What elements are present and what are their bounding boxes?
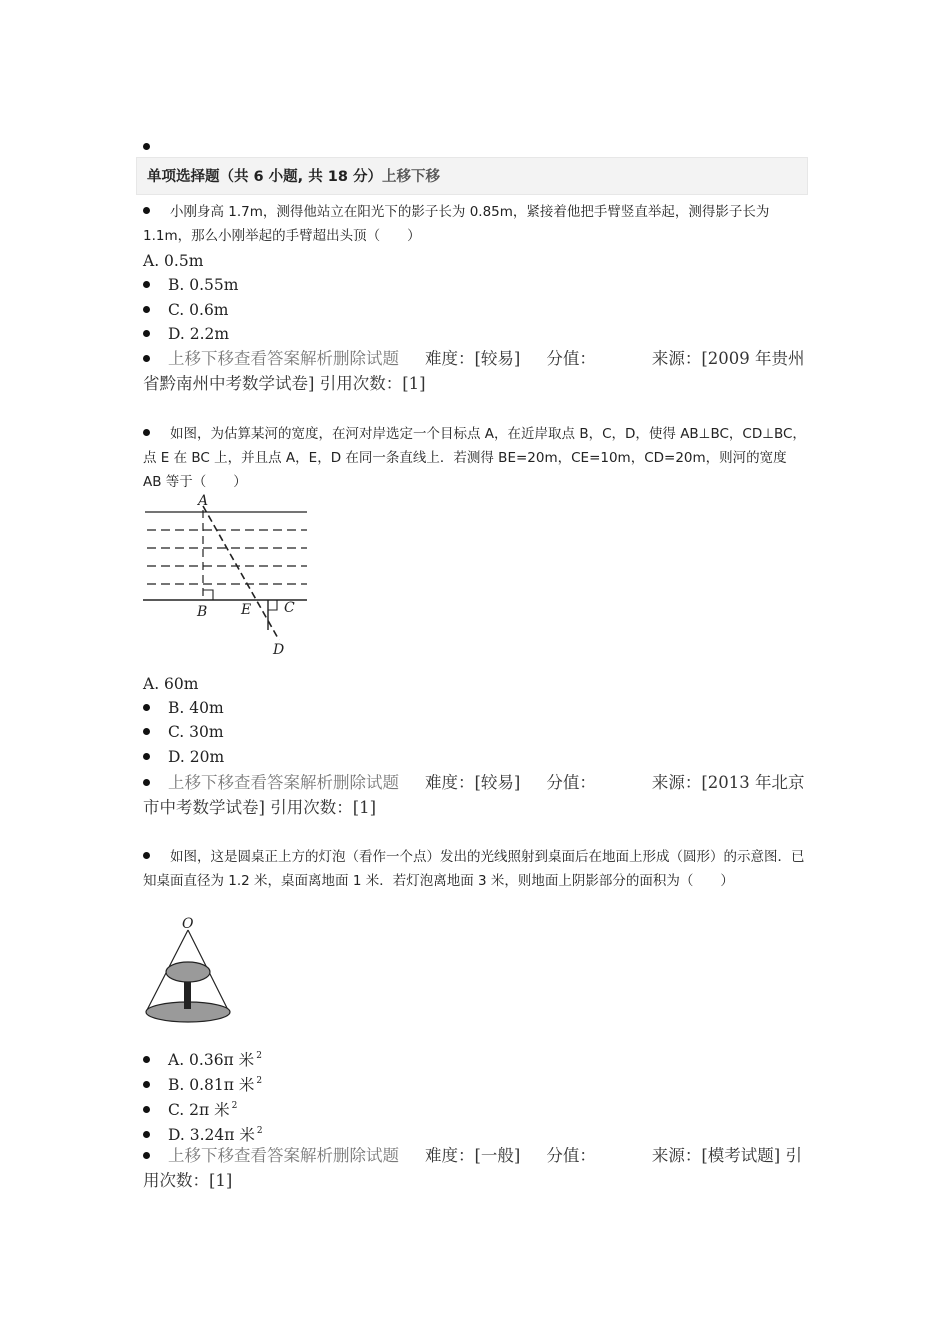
question-1-stem: 小刚身高 1.7m，测得他站立在阳光下的影子长为 0.85m，紧接着他把手臂竖直举起，测得影子长为 1.1m，那么小刚举起的手臂超出头顶（ ） [143, 204, 770, 244]
section-move-link[interactable]: 上移下移 [382, 169, 441, 185]
question-2-meta: 上移下移查看答案解析删除试题 难度：[较易] 分值： 来源：[2013 年北京市中考数学试卷] 引用次数：[1] [143, 773, 805, 817]
question-actions[interactable]: 上移下移查看答案解析删除试题 [168, 773, 399, 792]
question-3-option-b[interactable]: B. 0.81π 米 $^2$ [143, 1069, 262, 1097]
figure-label: A [198, 494, 209, 509]
figure-label: B [197, 604, 208, 620]
question-3-option-a[interactable]: A. 0.36π 米 $^2$ [143, 1044, 262, 1072]
question-actions[interactable]: 上移下移查看答案解析删除试题 [168, 1146, 399, 1165]
figure-label: E [241, 602, 252, 618]
question-2-option-b[interactable]: B. 40m [143, 696, 224, 720]
question-1-option-b[interactable]: B. 0.55m [143, 273, 238, 297]
figure-label: O [182, 916, 194, 932]
question-3-option-c[interactable]: C. 2π 米 $^2$ [143, 1094, 237, 1122]
river-width-figure [143, 494, 313, 656]
question-2-option-a[interactable]: A. 60m [143, 675, 199, 693]
question-2-stem: 如图，为估算某河的宽度，在河对岸选定一个目标点 A，在近岸取点 B，C，D，使得 AB⊥BC，CD⊥BC，点 E 在 BC 上，并且点 A，E，D 在同一条直线上．若测得 BE=20m，CE=10m，CD=20m，则河的宽度 AB 等于（ ） [143, 426, 806, 490]
question-1-option-a[interactable]: A. 0.5m [143, 252, 204, 270]
figure-label: D [273, 642, 285, 656]
figure-label: C [284, 600, 295, 616]
list-bullet [143, 852, 150, 859]
question-3-stem: 如图，这是圆桌正上方的灯泡（看作一个点）发出的光线照射到桌面后在地面上形成（圆形）的示意图．已知桌面直径为 1.2 米，桌面离地面 1 米．若灯泡离地面 3 米，则地面上阴影部分的面积为（ ） [143, 849, 805, 889]
section-header [136, 157, 808, 195]
question-actions[interactable]: 上移下移查看答案解析删除试题 [168, 349, 399, 368]
question-2-option-d[interactable]: D. 20m [143, 745, 224, 769]
list-bullet [143, 429, 150, 436]
list-bullet [143, 143, 150, 150]
question-3-option-d[interactable]: D. 3.24π 米 $^2$ [143, 1119, 263, 1147]
question-1-meta: 上移下移查看答案解析删除试题 难度：[较易] 分值： 来源：[2009 年贵州省黔南州中考数学试卷] 引用次数：[1] [143, 349, 805, 393]
lamp-table-figure [143, 914, 233, 1028]
question-1-option-d[interactable]: D. 2.2m [143, 322, 229, 346]
question-2-option-c[interactable]: C. 30m [143, 720, 224, 744]
question-3-meta: 上移下移查看答案解析删除试题 难度：[一般] 分值： 来源：[模考试题] 引用次数：[1] [143, 1146, 802, 1190]
question-1-option-c[interactable]: C. 0.6m [143, 298, 229, 322]
list-bullet [143, 207, 150, 214]
section-title: 单项选择题（共 6 小题, 共 18 分） [147, 169, 383, 185]
